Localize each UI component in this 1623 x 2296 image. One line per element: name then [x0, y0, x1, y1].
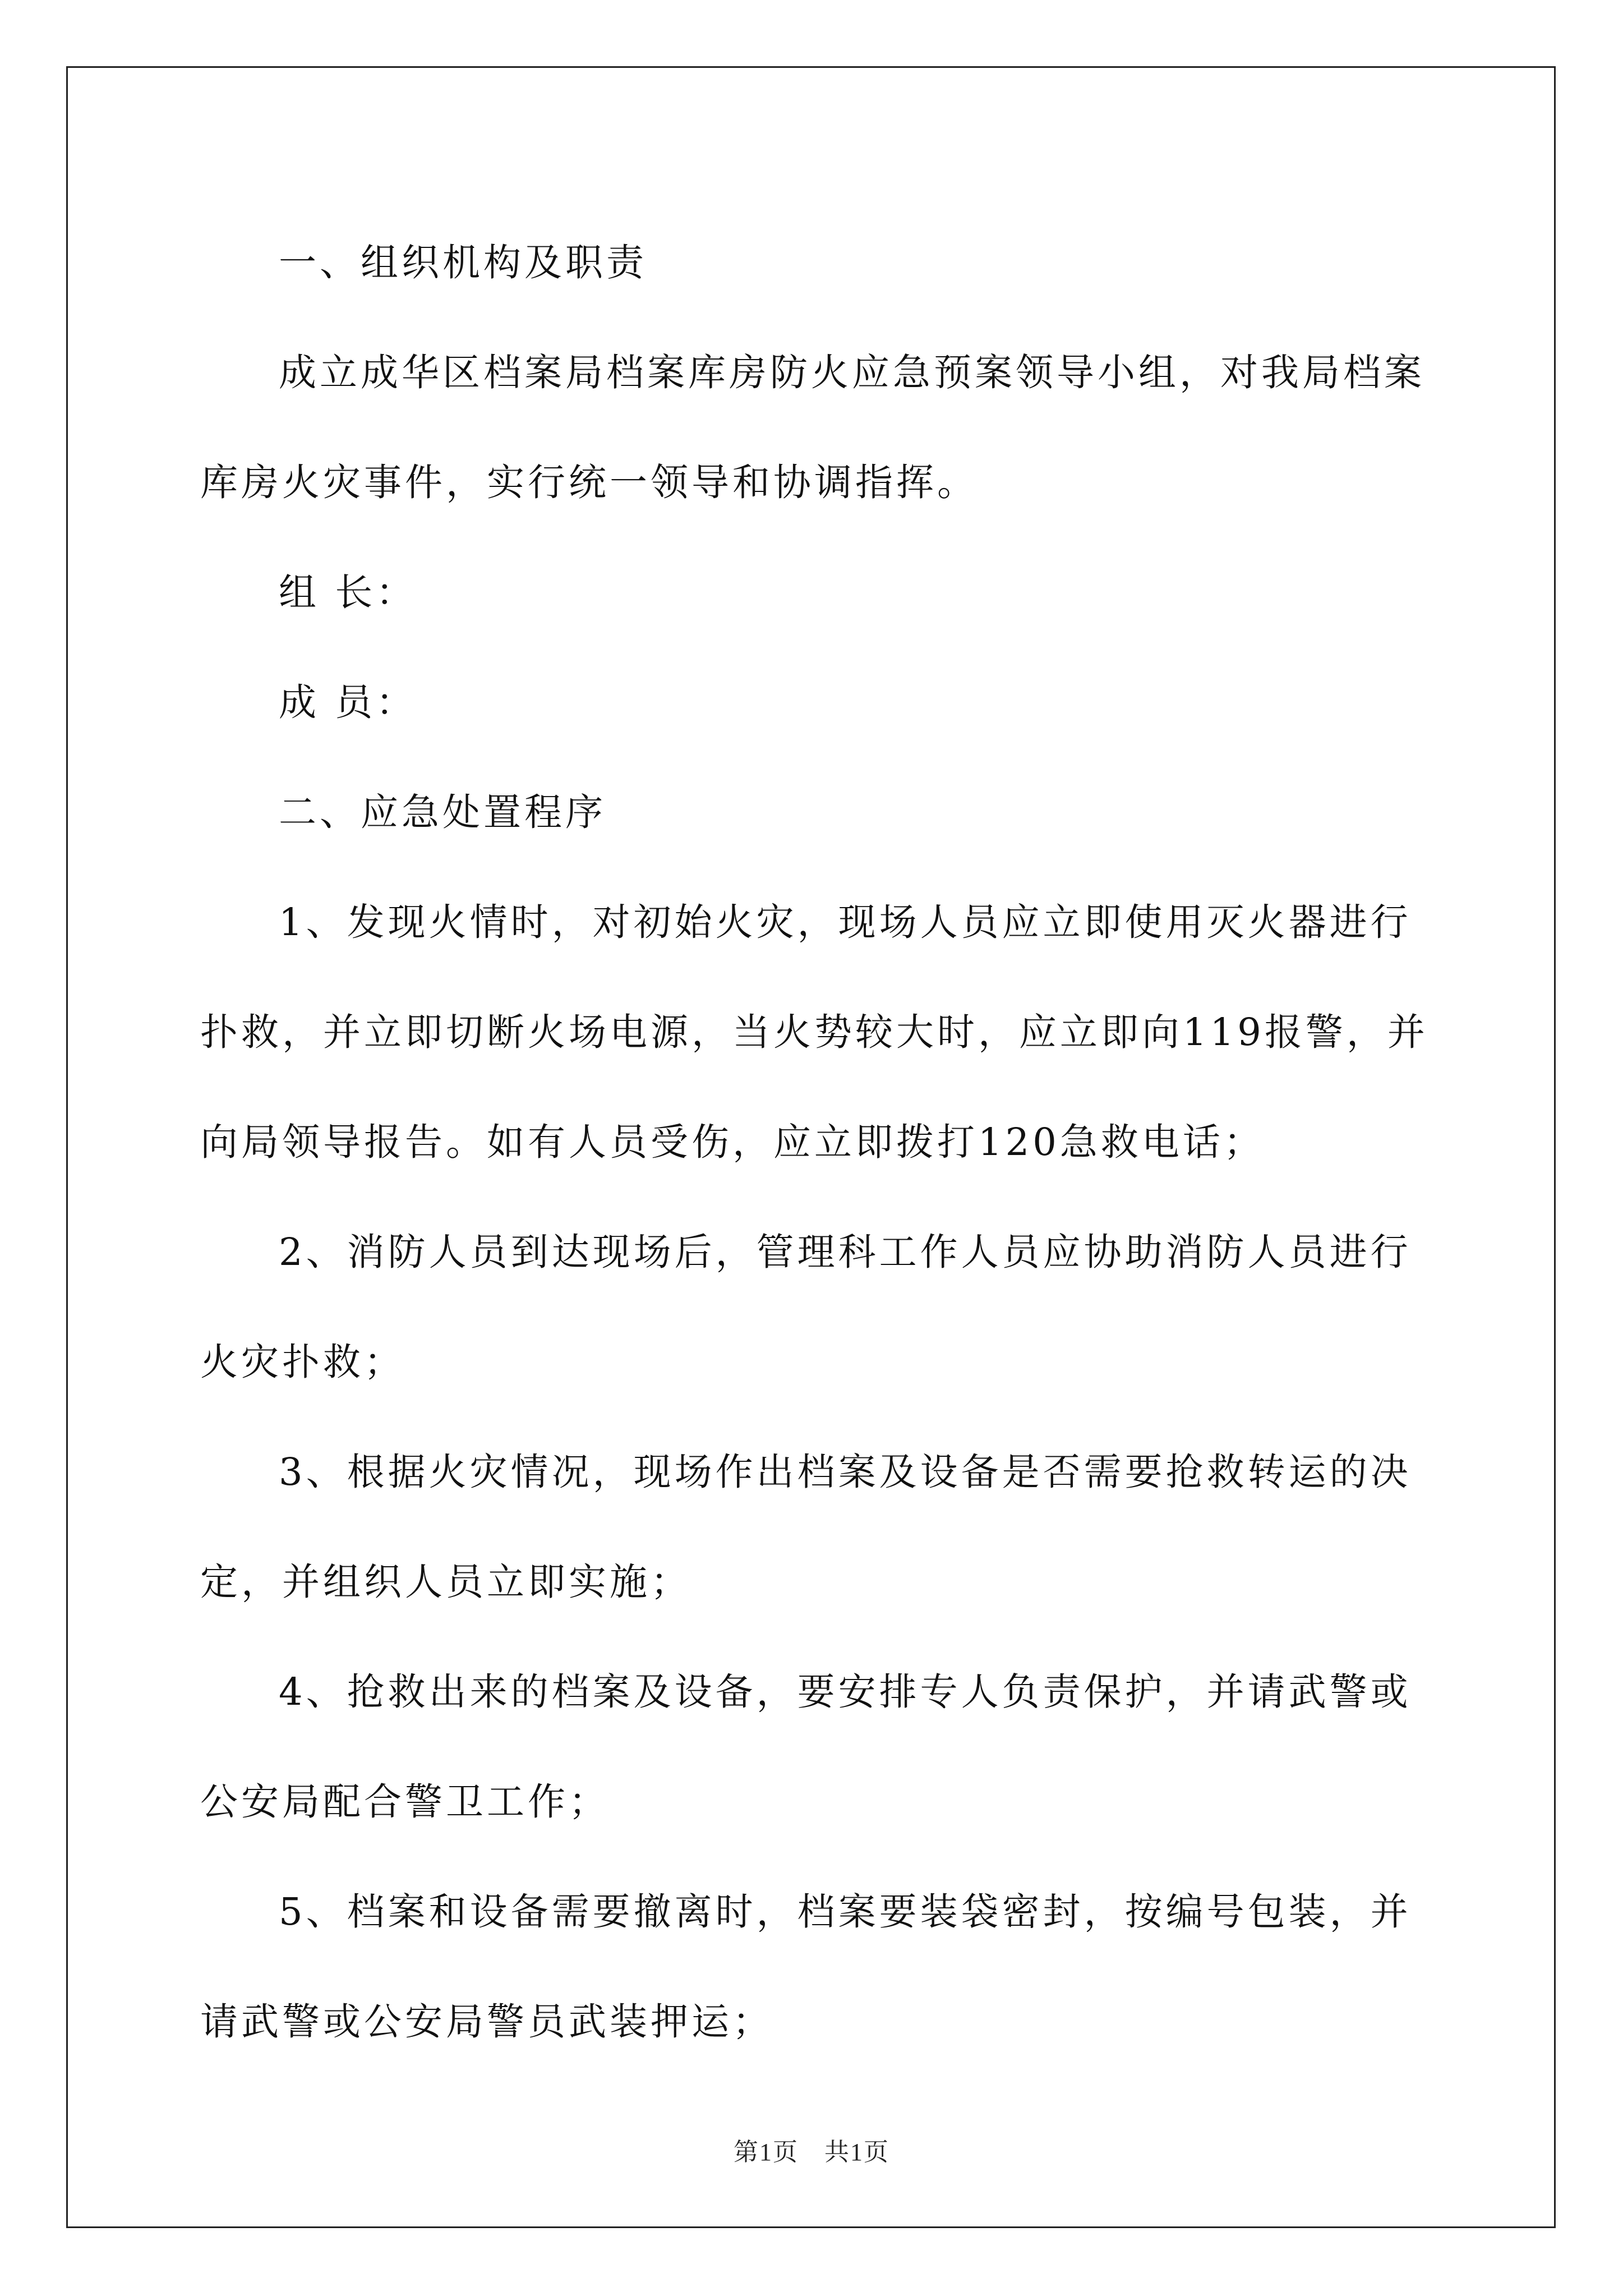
section-heading-organization: 一、组织机构及职责	[279, 241, 647, 284]
paragraph-leadership-group: 成立成华区档案局档案库房防火应急预案领导小组，对我局档案库房火灾事件，实行统一领导和协调指挥。	[200, 351, 1425, 504]
paragraph-step-3: 3、根据火灾情况，现场作出档案及设备是否需要抢救转运的决定，并组织人员立即实施；	[200, 1450, 1412, 1604]
paragraph-step-5: 5、档案和设备需要撤离时，档案要装袋密封，按编号包装，并请武警或公安局警员武装押运；	[200, 1890, 1412, 2044]
paragraph-members: 成 员：	[279, 680, 417, 724]
page-number-footer: 第1页 共1页	[734, 2138, 889, 2166]
section-heading-procedure: 二、应急处置程序	[279, 790, 606, 834]
paragraph-group-leader: 组 长：	[279, 570, 417, 614]
paragraph-step-4: 4、抢救出来的档案及设备，要安排专人负责保护，并请武警或公安局配合警卫工作；	[200, 1670, 1412, 1824]
paragraph-step-1: 1、发现火情时，对初始火灾，现场人员应立即使用灭火器进行扑救，并立即切断火场电源，当火势较大时，应立即向119报警，并向局领导报告。如有人员受伤，应立即拨打120急救电话；	[200, 900, 1428, 1164]
document-body	[200, 208, 1434, 2077]
paragraph-step-2: 2、消防人员到达现场后，管理科工作人员应协助消防人员进行火灾扑救；	[200, 1230, 1412, 1384]
